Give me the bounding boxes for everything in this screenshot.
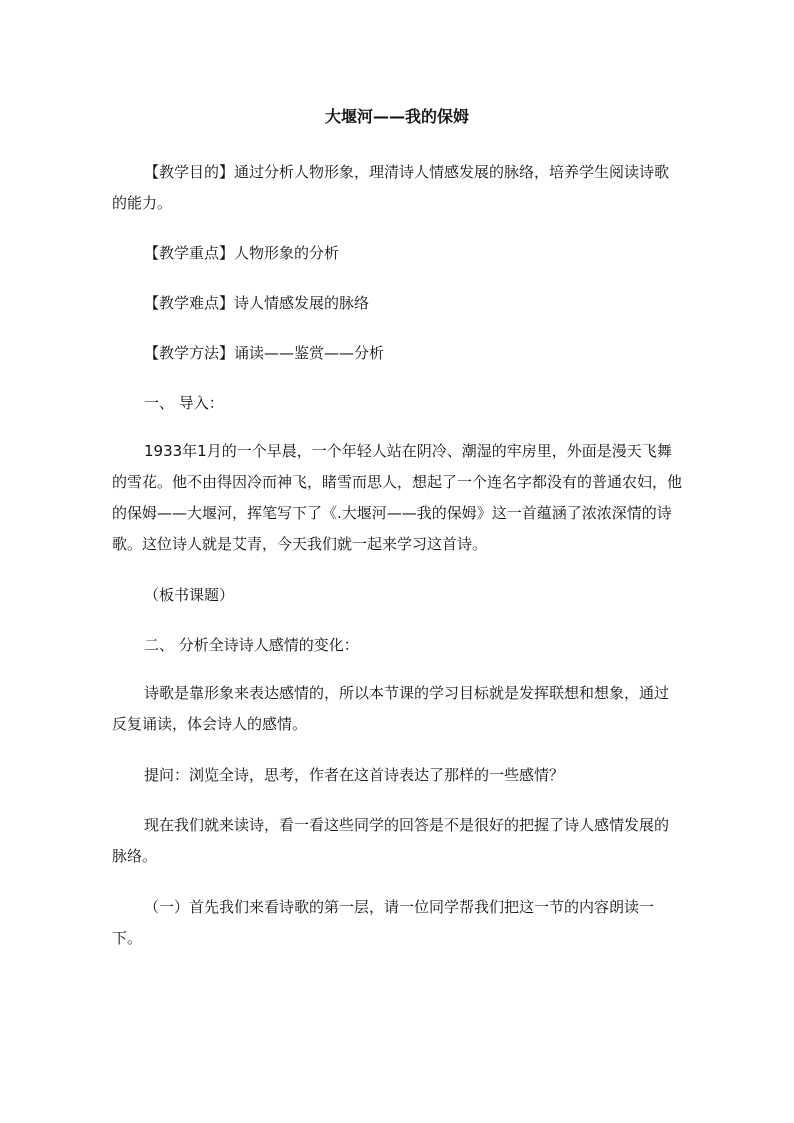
- paragraph-introduction-story: 1933年1月的一个早晨，一个年轻人站在阴冷、潮湿的牢房里，外面是漫天飞舞的雪花。他不由得因冷而神飞，睹雪而思人，想起了一个连名字都没有的普通农妇，他的保姆——大堰河，挥笔写下了《.大堰河——我的保姆》这一首蕴涵了浓浓深情的诗歌。这位诗人就是艾青，今天我们就一起来学习这首诗。: [112, 442, 683, 553]
- paragraph-learning-goal: 诗歌是靠形象来表达感情的，所以本节课的学习目标就是发挥联想和想象，通过反复诵读，体会诗人的感情。: [112, 684, 670, 733]
- section-heading-introduction: 一、 导入：: [144, 394, 224, 412]
- paragraph-first-layer: （一）首先我们来看诗歌的第一层，请一位同学帮我们把这一节的内容朗读一下。: [112, 898, 655, 947]
- paragraph-question: 提问：浏览全诗，思考，作者在这首诗表达了那样的一些感情？: [144, 766, 565, 784]
- paragraph-teaching-objective: 【教学目的】通过分析人物形象，理清诗人情感发展的脉络，培养学生阅读诗歌的能力。: [112, 163, 670, 212]
- document-title: 大堰河——我的保姆: [324, 107, 469, 126]
- paragraph-teaching-focus: 【教学重点】人物形象的分析: [144, 244, 340, 262]
- paragraph-teaching-difficulty: 【教学难点】诗人情感发展的脉络: [144, 294, 370, 312]
- paragraph-board-note: （板书课题）: [144, 586, 235, 604]
- paragraph-teaching-method: 【教学方法】诵读——鉴赏——分析: [144, 344, 385, 362]
- paragraph-read-poem: 现在我们就来读诗，看一看这些同学的回答是不是很好的把握了诗人感情发展的脉络。: [112, 816, 670, 865]
- section-heading-analysis: 二、 分析全诗诗人感情的变化：: [144, 636, 359, 654]
